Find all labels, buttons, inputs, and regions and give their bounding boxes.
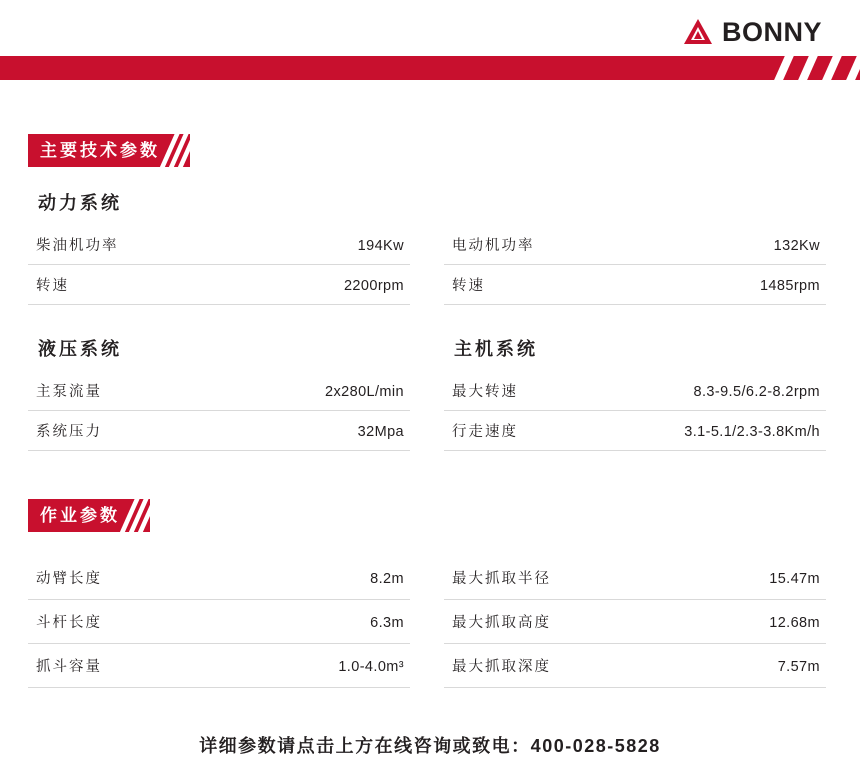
spec-label: 柴油机功率: [36, 238, 119, 254]
table-row: [28, 644, 410, 688]
section-title-main-specs: 主要技术参数: [40, 141, 160, 160]
table-row: [28, 600, 410, 644]
spec-label: 动臂长度: [36, 571, 102, 587]
section-title-work-params: 作业参数: [40, 506, 120, 525]
banner-slash-decoration: [120, 499, 150, 532]
spec-label: 行走速度: [452, 424, 518, 440]
main-specs-right-column: [444, 167, 826, 451]
header-red-bar: [0, 56, 860, 80]
spec-value: 3.1-5.1/2.3-3.8Km/h: [684, 424, 820, 440]
page-header: [0, 0, 860, 88]
spec-label: 最大转速: [452, 384, 518, 400]
table-row: [28, 556, 410, 600]
table-row: [28, 371, 410, 411]
spec-label: 抓斗容量: [36, 659, 102, 675]
table-row: [28, 265, 410, 305]
footer-contact-note: 详细参数请点击上方在线咨询或致电：400-028-5828: [199, 736, 661, 756]
table-row: [444, 556, 826, 600]
spec-label: 最大抓取高度: [452, 615, 551, 631]
spec-label: 电动机功率: [452, 238, 535, 254]
spec-label: 斗杆长度: [36, 615, 102, 631]
spec-value: 1.0-4.0m³: [338, 659, 404, 675]
spec-value: 8.2m: [370, 571, 404, 587]
table-row: [28, 225, 410, 265]
triangle-mountain-logo-icon: [683, 18, 713, 46]
table-row: [444, 225, 826, 265]
main-specs-columns: [0, 167, 860, 451]
spec-value: 2x280L/min: [325, 384, 404, 400]
work-params-right-column: [444, 556, 826, 688]
brand-name: BONNY: [721, 16, 822, 47]
table-row: [444, 265, 826, 305]
spec-value: 7.57m: [777, 659, 820, 675]
spec-value: 15.47m: [769, 571, 820, 587]
table-row: [444, 411, 826, 451]
header-stripe-decoration: [750, 56, 860, 80]
table-row: [444, 644, 826, 688]
spec-value: 2200rpm: [343, 278, 404, 294]
spec-value: 194Kw: [357, 238, 404, 254]
spec-value: 1485rpm: [759, 278, 820, 294]
spec-label: 系统压力: [36, 424, 102, 440]
group-title-power-system: 动力系统: [38, 193, 122, 213]
spec-value: 6.3m: [370, 615, 404, 631]
spec-label: 最大抓取深度: [452, 659, 551, 675]
work-params-left-column: [28, 556, 410, 688]
group-title-machine-system: 主机系统: [454, 339, 538, 359]
section-banner-work-params: [28, 499, 150, 532]
spec-label: 转速: [452, 278, 485, 294]
spec-label: 主泵流量: [36, 384, 102, 400]
section-banner-main-specs: [28, 134, 190, 167]
spec-value: 132Kw: [773, 238, 820, 254]
spec-label: 转速: [36, 278, 69, 294]
spec-value: 12.68m: [769, 615, 820, 631]
spec-label: 最大抓取半径: [452, 571, 551, 587]
work-params-columns: [0, 556, 860, 688]
spec-value: 8.3-9.5/6.2-8.2rpm: [693, 384, 820, 400]
table-row: [444, 371, 826, 411]
main-content: [0, 88, 860, 758]
brand-logo: [683, 18, 822, 46]
spec-value: 32Mpa: [357, 424, 404, 440]
table-row: [444, 600, 826, 644]
banner-slash-decoration: [160, 134, 190, 167]
main-specs-left-column: [28, 167, 410, 451]
group-title-hydraulic-system: 液压系统: [38, 339, 122, 359]
table-row: [28, 411, 410, 451]
